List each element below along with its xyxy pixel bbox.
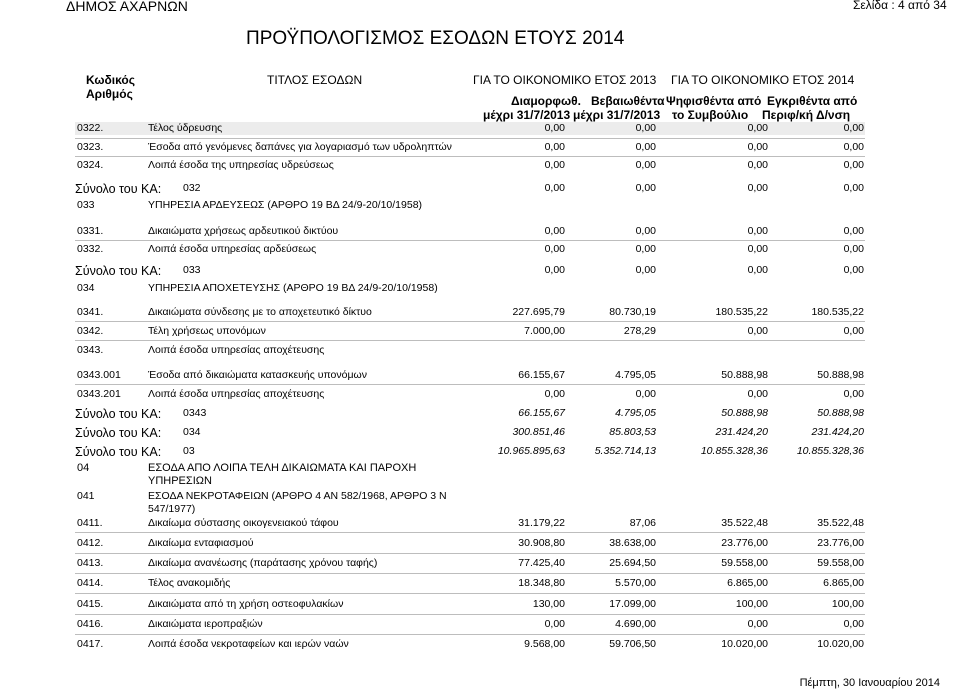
code-cell: 04	[77, 462, 90, 474]
value-2013-formed: 0,00	[544, 159, 565, 171]
value-2014-voted: 0,00	[747, 159, 768, 171]
code-cell: 0343.	[77, 344, 104, 356]
value-2013-formed: 0,00	[544, 182, 565, 194]
value-2013-certified: 38.638,00	[609, 537, 656, 549]
code-cell: 0416.	[77, 618, 104, 630]
col-code-line2: Αριθμός	[86, 87, 133, 101]
value-2013-formed: 227.695,79	[512, 306, 565, 318]
value-2014-voted: 0,00	[747, 141, 768, 153]
value-2013-certified: 278,29	[623, 325, 656, 337]
value-2013-certified: 0,00	[635, 388, 656, 400]
code-cell: 0417.	[77, 638, 104, 650]
value-2014-voted: 6.865,00	[727, 577, 768, 589]
total-code: 03	[183, 445, 195, 457]
value-2014-approved: 10.020,00	[817, 638, 864, 650]
value-2014-approved: 0,00	[843, 182, 864, 194]
value-2013-certified: 0,00	[635, 264, 656, 276]
value-2013-certified: 0,00	[635, 122, 656, 134]
code-cell: 0324.	[77, 159, 104, 171]
value-2013-formed: 7.000,00	[524, 325, 565, 337]
value-2013-certified: 0,00	[635, 159, 656, 171]
value-2013-formed: 77.425,40	[518, 557, 565, 569]
code-cell: 0411.	[77, 517, 103, 529]
value-2013-formed: 0,00	[544, 122, 565, 134]
code-cell: 0322.	[77, 122, 104, 134]
value-2014-voted: 100,00	[735, 598, 768, 610]
value-2013-formed: 130,00	[532, 598, 565, 610]
code-cell: 033	[77, 199, 95, 211]
row-divider	[75, 384, 865, 385]
title-cell: Τέλος ανακομιδής	[148, 577, 231, 589]
title-cell: Έσοδα από δικαιώματα κατασκευής υπονόμων	[148, 369, 367, 381]
value-2014-voted: 0,00	[747, 243, 768, 255]
row-divider	[75, 532, 865, 533]
row-divider	[75, 634, 865, 635]
value-2013-formed: 0,00	[544, 141, 565, 153]
value-2013-certified: 85.803,53	[609, 426, 656, 438]
title-cell: Λοιπά έσοδα υπηρεσίας αποχέτευσης	[148, 344, 325, 356]
value-2014-approved: 0,00	[843, 225, 864, 237]
value-2014-approved: 0,00	[843, 325, 864, 337]
value-2014-approved: 10.855.328,36	[796, 445, 864, 457]
page-title: ΠΡΟΫΠΟΛΟΓΙΣΜΟΣ ΕΣΟΔΩΝ ΕΤΟΥΣ 2014	[246, 28, 625, 49]
code-cell: 0323.	[77, 141, 104, 153]
col-c1-line1: Διαμορφωθ.	[511, 94, 581, 108]
value-2013-formed: 0,00	[544, 618, 565, 630]
title-cell: Δικαιώματα ιεροπραξιών	[148, 618, 263, 630]
title-cell: Λοιπά έσοδα υπηρεσίας αποχέτευσης	[148, 388, 325, 400]
value-2014-voted: 0,00	[747, 388, 768, 400]
value-2014-approved: 0,00	[843, 159, 864, 171]
code-cell: 0414.	[77, 577, 104, 589]
value-2014-voted: 0,00	[747, 618, 768, 630]
value-2013-certified: 4.690,00	[615, 618, 656, 630]
value-2013-formed: 10.965.895,63	[497, 445, 565, 457]
value-2014-voted: 10.020,00	[721, 638, 768, 650]
title-cell: Τέλη χρήσεως υπονόμων	[148, 325, 266, 337]
total-label: Σύνολο του ΚΑ:	[75, 426, 162, 440]
title-cell: Λοιπά έσοδα νεκροταφείων και ιερών ναών	[148, 638, 349, 650]
value-2013-formed: 0,00	[544, 388, 565, 400]
col-code-line1: Κωδικός	[86, 73, 136, 87]
col-year-2013: ΓΙΑ ΤΟ ΟΙΚΟΝΟΜΙΚΟ ΕΤΟΣ 2013	[473, 73, 657, 87]
col-c3-line1: Ψηφισθέντα από	[666, 94, 762, 108]
value-2014-voted: 0,00	[747, 122, 768, 134]
value-2013-formed: 31.179,22	[518, 517, 565, 529]
value-2013-formed: 9.568,00	[524, 638, 565, 650]
title-cell: Έσοδα από γενόμενες δαπάνες για λογαριασμό των υδροληπτών	[148, 141, 452, 153]
value-2013-certified: 25.694,50	[609, 557, 656, 569]
value-2014-approved: 0,00	[843, 618, 864, 630]
code-cell: 041	[77, 490, 95, 502]
value-2014-voted: 231.424,20	[715, 426, 768, 438]
total-code: 032	[183, 182, 201, 194]
value-2014-approved: 6.865,00	[823, 577, 864, 589]
value-2014-voted: 0,00	[747, 325, 768, 337]
value-2013-formed: 300.851,46	[512, 426, 565, 438]
code-cell: 0412.	[77, 537, 104, 549]
row-divider	[75, 138, 865, 139]
value-2013-certified: 0,00	[635, 243, 656, 255]
row-divider	[75, 240, 865, 241]
col-c2-line2: μέχρι 31/7/2013	[573, 108, 661, 122]
col-c4-line1: Εγκριθέντα από	[767, 94, 858, 108]
col-c3-line2: το Συμβούλιο	[672, 108, 749, 122]
title-cell: Δικαιώματα από τη χρήση οστεοφυλακίων	[148, 598, 344, 610]
value-2014-voted: 50.888,98	[721, 407, 768, 419]
value-2014-voted: 50.888,98	[721, 369, 768, 381]
value-2013-formed: 66.155,67	[518, 369, 565, 381]
value-2013-certified: 4.795,05	[615, 369, 656, 381]
code-cell: 0343.001	[77, 369, 121, 381]
row-divider	[75, 156, 865, 157]
value-2013-formed: 0,00	[544, 264, 565, 276]
title-cell: Δικαίωμα ενταφιασμού	[148, 537, 254, 549]
col-year-2014: ΓΙΑ ΤΟ ΟΙΚΟΝΟΜΙΚΟ ΕΤΟΣ 2014	[671, 73, 855, 87]
value-2014-approved: 180.535,22	[811, 306, 864, 318]
total-label: Σύνολο του ΚΑ:	[75, 182, 162, 196]
value-2014-voted: 0,00	[747, 264, 768, 276]
value-2014-approved: 0,00	[843, 264, 864, 276]
title-cell: Δικαιώματα χρήσεως αρδευτικού δικτύου	[148, 225, 339, 237]
title-cell: ΕΣΟΔΑ ΑΠΟ ΛΟΙΠΑ ΤΕΛΗ ΔΙΚΑΙΩΜΑΤΑ ΚΑΙ ΠΑΡΟΧΗ ΥΠΗΡΕΣΙΩΝ	[148, 462, 417, 487]
value-2014-approved: 0,00	[843, 122, 864, 134]
value-2014-approved: 0,00	[843, 243, 864, 255]
value-2013-certified: 0,00	[635, 141, 656, 153]
value-2013-formed: 66.155,67	[518, 407, 565, 419]
col-c1-line2: μέχρι 31/7/2013	[483, 108, 571, 122]
title-cell: ΥΠΗΡΕΣΙΑ ΑΠΟΧΕΤΕΥΣΗΣ (ΑΡΘΡΟ 19 ΒΔ 24/9-20/10/1958)	[148, 282, 438, 294]
value-2014-voted: 0,00	[747, 225, 768, 237]
value-2013-formed: 0,00	[544, 243, 565, 255]
value-2014-voted: 180.535,22	[715, 306, 768, 318]
title-cell: Δικαιώματα σύνδεσης με το αποχετευτικό δίκτυο	[148, 306, 372, 318]
value-2013-formed: 0,00	[544, 225, 565, 237]
title-cell: ΕΣΟΔΑ ΝΕΚΡΟΤΑΦΕΙΩΝ (ΑΡΘΡΟ 4 ΑΝ 582/1968, ΑΡΘΡΟ 3 Ν 547/1977)	[148, 490, 447, 515]
row-divider	[75, 573, 865, 574]
total-label: Σύνολο του ΚΑ:	[75, 264, 162, 278]
footer-date: Πέμπτη, 30 Ιανουαρίου 2014	[799, 677, 940, 689]
row-divider	[75, 321, 865, 322]
value-2014-approved: 35.522,48	[817, 517, 864, 529]
value-2014-approved: 59.558,00	[817, 557, 864, 569]
value-2013-certified: 5.352.714,13	[594, 445, 656, 457]
total-label: Σύνολο του ΚΑ:	[75, 445, 162, 459]
value-2013-certified: 0,00	[635, 225, 656, 237]
total-code: 034	[183, 426, 201, 438]
code-cell: 0343.201	[77, 388, 121, 400]
value-2013-certified: 5.570,00	[615, 577, 656, 589]
value-2013-certified: 4.795,05	[615, 407, 656, 419]
value-2014-approved: 50.888,98	[817, 407, 864, 419]
value-2013-certified: 80.730,19	[609, 306, 656, 318]
code-cell: 0413.	[77, 557, 104, 569]
row-divider	[75, 593, 865, 594]
title-cell: Λοιπά έσοδα της υπηρεσίας υδρεύσεως	[148, 159, 334, 171]
code-cell: 034	[77, 282, 95, 294]
col-c2-line1: Βεβαιωθέντα	[591, 94, 665, 108]
total-label: Σύνολο του ΚΑ:	[75, 407, 162, 421]
municipality-name: ΔΗΜΟΣ ΑΧΑΡΝΩΝ	[66, 0, 188, 14]
value-2014-approved: 100,00	[831, 598, 864, 610]
value-2013-certified: 0,00	[635, 182, 656, 194]
code-cell: 0332.	[77, 243, 104, 255]
title-cell: Λοιπά έσοδα υπηρεσίας αρδεύσεως	[148, 243, 317, 255]
col-c4-line2: Περιφ/κή Δ/νση	[762, 108, 851, 122]
row-divider	[75, 340, 865, 341]
value-2013-formed: 18.348,80	[518, 577, 565, 589]
value-2014-approved: 231.424,20	[811, 426, 864, 438]
value-2014-approved: 0,00	[843, 388, 864, 400]
value-2013-certified: 87,06	[629, 517, 656, 529]
total-code: 0343	[183, 407, 207, 419]
code-cell: 0415.	[77, 598, 104, 610]
value-2014-voted: 35.522,48	[721, 517, 768, 529]
value-2014-voted: 0,00	[747, 182, 768, 194]
title-cell: Τέλος ύδρευσης	[148, 122, 223, 134]
row-divider	[75, 614, 865, 615]
value-2014-approved: 0,00	[843, 141, 864, 153]
value-2013-formed: 30.908,80	[518, 537, 565, 549]
value-2013-certified: 59.706,50	[609, 638, 656, 650]
title-cell: Δικαίωμα ανανέωσης (παράτασης χρόνου ταφής)	[148, 557, 378, 569]
value-2013-certified: 17.099,00	[609, 598, 656, 610]
value-2014-voted: 10.855.328,36	[700, 445, 768, 457]
value-2014-voted: 59.558,00	[721, 557, 768, 569]
value-2014-voted: 23.776,00	[721, 537, 768, 549]
value-2014-approved: 23.776,00	[817, 537, 864, 549]
code-cell: 0331.	[77, 225, 104, 237]
title-cell: ΥΠΗΡΕΣΙΑ ΑΡΔΕΥΣΕΩΣ (ΑΡΘΡΟ 19 ΒΔ 24/9-20/10/1958)	[148, 199, 423, 211]
code-cell: 0341.	[77, 306, 104, 318]
value-2014-approved: 50.888,98	[817, 369, 864, 381]
code-cell: 0342.	[77, 325, 104, 337]
title-cell: Δικαίωμα σύστασης οικογενειακού τάφου	[148, 517, 339, 529]
page-info: Σελίδα : 4 από 34	[853, 0, 947, 12]
row-divider	[75, 553, 865, 554]
col-title: ΤΙΤΛΟΣ ΕΣΟΔΩΝ	[267, 73, 363, 87]
total-code: 033	[183, 264, 201, 276]
